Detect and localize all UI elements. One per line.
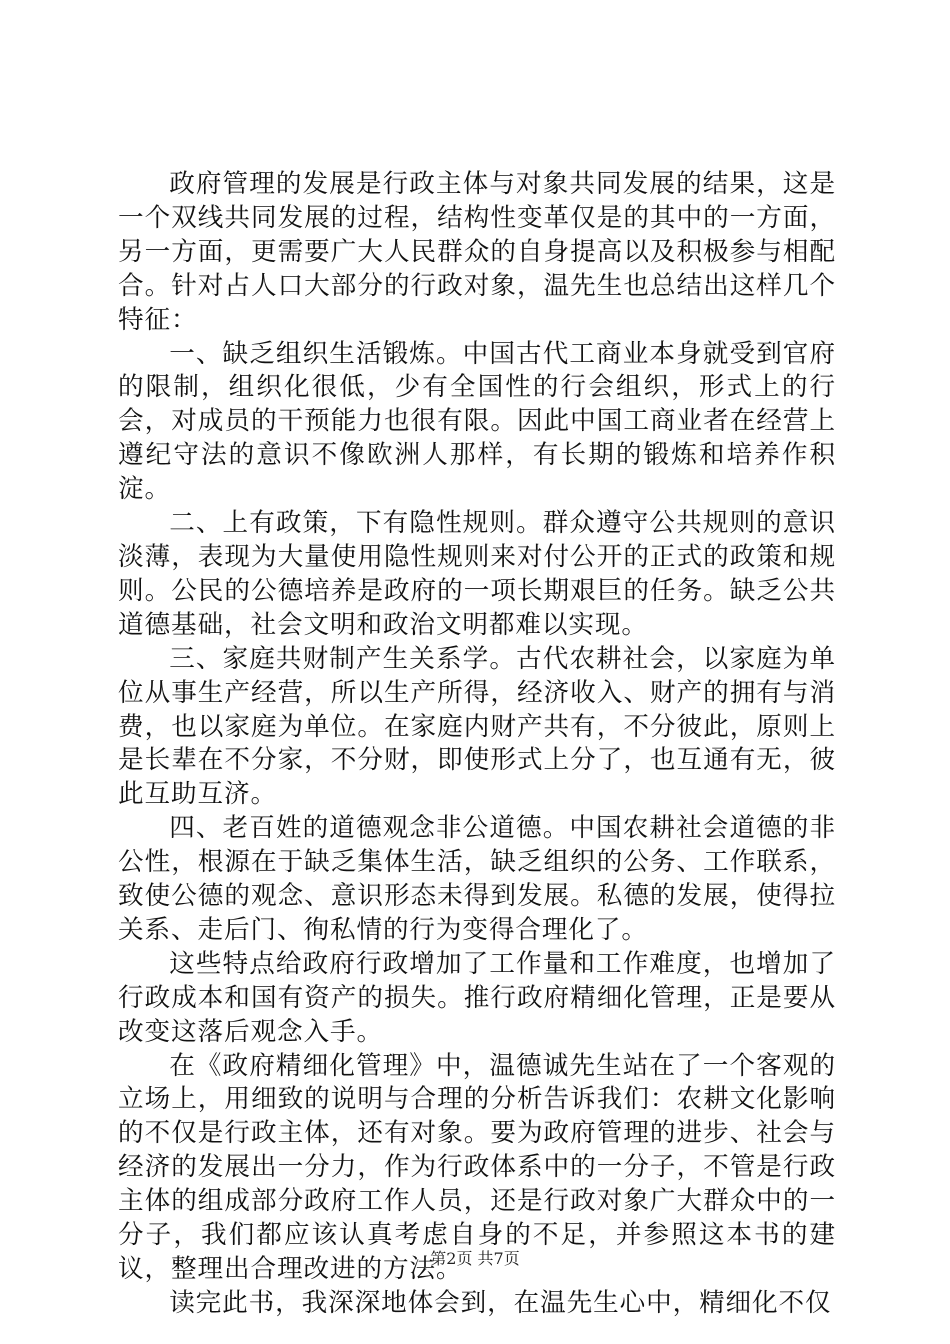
- paragraph-book-review: 在《政府精细化管理》中，温德诚先生站在了一个客观的立场上，用细致的说明与合理的分析告诉我们：农耕文化影响的不仅是行政主体，还有对象。要为政府管理的进步、社会与经济的发展出一分力，作为行政体系中的一分子，不管是行政主体的组成部分政府工作人员，还是行政对象广大群众中的一分子，我们都应该认真考虑自身的不足，并参照这本书的建议，整理出合理改进的方法。: [118, 1050, 836, 1284]
- paragraph-point-2: 二、上有政策，下有隐性规则。群众遵守公共规则的意识淡薄，表现为大量使用隐性规则来对付公开的正式的政策和规则。公民的公德培养是政府的一项长期艰巨的任务。缺乏公共道德基础，社会文明和政治文明都难以实现。: [118, 508, 836, 640]
- page-number-footer: 第2页 共7页: [430, 1249, 520, 1268]
- document-body: [118, 168, 836, 1321]
- paragraph-point-4: 四、老百姓的道德观念非公道德。中国农耕社会道德的非公性，根源在于缺乏集体生活，缺乏组织的公务、工作联系，致使公德的观念、意识形态未得到发展。私德的发展，使得拉关系、走后门、徇私情的行为变得合理化了。: [118, 813, 836, 945]
- paragraph-summary: 这些特点给政府行政增加了工作量和工作难度，也增加了行政成本和国有资产的损失。推行政府精细化管理，正是要从改变这落后观念入手。: [118, 948, 836, 1047]
- paragraph-closing: 读完此书，我深深地体会到，在温先生心中，精细化不仅: [169, 1287, 832, 1318]
- paragraph-point-1: 一、缺乏组织生活锻炼。中国古代工商业本身就受到官府的限制，组织化很低，少有全国性的行会组织，形式上的行会，对成员的干预能力也很有限。因此中国工商业者在经营上遵纪守法的意识不像欧洲人那样，有长期的锻炼和培养作积淀。: [118, 338, 836, 505]
- paragraph-point-3: 三、家庭共财制产生关系学。古代农耕社会，以家庭为单位从事生产经营，所以生产所得，经济收入、财产的拥有与消费，也以家庭为单位。在家庭内财产共有，不分彼此，原则上是长辈在不分家，不分财，即使形式上分了，也互通有无，彼此互助互济。: [118, 643, 836, 810]
- paragraph-intro: 政府管理的发展是行政主体与对象共同发展的结果，这是一个双线共同发展的过程，结构性变革仅是的其中的一方面，另一方面，更需要广大人民群众的自身提高以及积极参与相配合。针对占人口大部分的行政对象，温先生也总结出这样几个特征：: [118, 169, 836, 335]
